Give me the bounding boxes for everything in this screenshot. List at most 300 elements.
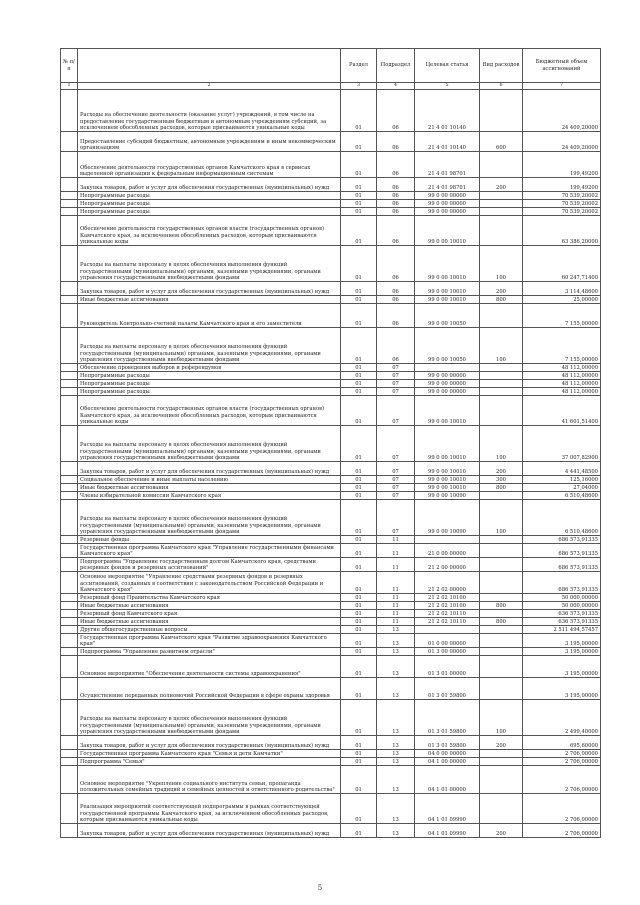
row-podrazdel: 06 (377, 152, 415, 178)
table-row (61, 192, 601, 200)
table-row (61, 648, 601, 656)
table-row (61, 618, 601, 626)
row-expense-type: 800 (480, 602, 523, 610)
row-expense-type (480, 364, 523, 372)
row-target-article: 04 0 00 00000 (415, 750, 480, 758)
row-expense-type (480, 152, 523, 178)
row-razdel: 01 (341, 656, 377, 678)
row-expense-type (480, 536, 523, 544)
row-name: Другие общегосударственные вопросы (78, 626, 341, 634)
row-name: Непрограммные расходы (78, 372, 341, 380)
table-row (61, 296, 601, 304)
row-name: Расходы на выплаты персоналу в целях обеспечения выполнения функций государственными (муниципальными) органами, казенными учреждениями, органами управления государственными внебюджетными фондами (78, 328, 341, 364)
row-number (61, 610, 78, 618)
row-podrazdel: 11 (377, 536, 415, 544)
row-name: Иные бюджетные ассигнования (78, 484, 341, 492)
row-target-article: 99 0 00 10010 (415, 296, 480, 304)
table-row (61, 594, 601, 602)
row-expense-type (480, 626, 523, 634)
table-row (61, 216, 601, 246)
row-target-article: 04 1 01 00000 (415, 766, 480, 794)
row-target-article: 99 0 00 10010 (415, 476, 480, 484)
row-number (61, 364, 78, 372)
row-name: Обеспечение деятельности государственных органов Камчатского края в сервисах выделенной организации к федеральным информационным системам (78, 152, 341, 178)
row-expense-type (480, 558, 523, 572)
row-podrazdel: 11 (377, 572, 415, 594)
row-target-article: 21 0 00 00000 (415, 544, 480, 558)
row-sum: 63 386,20000 (523, 216, 601, 246)
row-sum: 48 112,00000 (523, 372, 601, 380)
header-sum: Бюджетный объем ассигнований (523, 49, 601, 83)
row-sum: 48 112,00000 (523, 388, 601, 396)
row-sum: 2 706,00000 (523, 766, 601, 794)
row-sum: 48 112,00000 (523, 380, 601, 388)
row-number (61, 536, 78, 544)
table-row (61, 750, 601, 758)
table-row (61, 372, 601, 380)
column-index: 5 (415, 83, 480, 90)
row-name: Обеспечение деятельности государственных органов власти (государственных органов) Камчатского края, за исключением обособленных расходов, которым присваиваются уникальные коды (78, 396, 341, 426)
row-target-article: 01 3 00 00000 (415, 648, 480, 656)
row-sum: 3 195,00000 (523, 648, 601, 656)
column-index: 4 (377, 83, 415, 90)
row-expense-type (480, 572, 523, 594)
row-podrazdel: 11 (377, 594, 415, 602)
row-name: Государственная программа Камчатского края "Развитие здравоохранения Камчатского края" (78, 634, 341, 648)
row-number (61, 824, 78, 838)
row-target-article: 99 0 00 00000 (415, 372, 480, 380)
row-razdel: 01 (341, 132, 377, 152)
row-podrazdel: 13 (377, 794, 415, 824)
row-target-article: 99 0 00 00000 (415, 192, 480, 200)
row-number (61, 152, 78, 178)
row-razdel: 01 (341, 618, 377, 626)
row-target-article: 99 0 00 10010 (415, 282, 480, 296)
row-razdel: 01 (341, 216, 377, 246)
row-podrazdel: 06 (377, 192, 415, 200)
row-name: Обеспечение проведения выборов и референдумов (78, 364, 341, 372)
row-sum: 636 573,91335 (523, 610, 601, 618)
row-sum: 3 195,00000 (523, 634, 601, 648)
row-target-article: 21 4 01 98701 (415, 178, 480, 192)
table-row (61, 396, 601, 426)
row-sum: 2 511 494,57457 (523, 626, 601, 634)
table-row (61, 634, 601, 648)
row-razdel: 01 (341, 610, 377, 618)
row-target-article: 21 2 02 10110 (415, 618, 480, 626)
row-sum: 686 573,91335 (523, 558, 601, 572)
row-expense-type (480, 648, 523, 656)
row-name: Непрограммные расходы (78, 200, 341, 208)
row-number (61, 648, 78, 656)
row-razdel: 01 (341, 296, 377, 304)
row-sum: 50 000,00000 (523, 594, 601, 602)
row-name: Закупка товаров, работ и услуг для обеспечения государственных (муниципальных) нужд (78, 736, 341, 750)
row-name: Подпрограмма "Семья" (78, 758, 341, 766)
row-target-article: 99 0 00 10010 (415, 246, 480, 282)
row-name: Расходы на выплаты персоналу в целях обеспечения выполнения функций государственными (муниципальными) органами, казенными учреждениями, органами управления государственными внебюджетными фондами (78, 246, 341, 282)
row-number (61, 544, 78, 558)
row-podrazdel: 06 (377, 208, 415, 216)
row-target-article: 01 3 01 00000 (415, 656, 480, 678)
row-number (61, 380, 78, 388)
row-number (61, 594, 78, 602)
row-podrazdel: 13 (377, 648, 415, 656)
row-podrazdel: 07 (377, 364, 415, 372)
row-target-article: 21 2 02 10100 (415, 602, 480, 610)
row-name: Реализация мероприятий соответствующей подпрограммы в рамках соответствующей государственной программы Камчатского края, за исключением обособленных расходов, которым присваиваются уникальные коды (78, 794, 341, 824)
row-expense-type (480, 794, 523, 824)
row-number (61, 192, 78, 200)
row-sum: 70 539,20002 (523, 192, 601, 200)
table-row (61, 462, 601, 476)
row-target-article: 04 1 01 09990 (415, 824, 480, 838)
row-sum: 24 409,20000 (523, 90, 601, 132)
row-sum: 24 409,20000 (523, 132, 601, 152)
row-razdel: 01 (341, 700, 377, 736)
row-sum: 2 706,00000 (523, 758, 601, 766)
row-podrazdel: 06 (377, 90, 415, 132)
row-name: Закупка товаров, работ и услуг для обеспечения государственных (муниципальных) нужд (78, 282, 341, 296)
row-expense-type (480, 372, 523, 380)
row-sum: 50 000,00000 (523, 602, 601, 610)
row-target-article (415, 536, 480, 544)
row-target-article: 01 3 01 59800 (415, 678, 480, 700)
row-razdel: 01 (341, 824, 377, 838)
row-razdel: 01 (341, 192, 377, 200)
row-target-article: 99 0 00 10010 (415, 216, 480, 246)
row-sum: 41 601,51400 (523, 396, 601, 426)
row-expense-type: 300 (480, 476, 523, 484)
row-expense-type (480, 388, 523, 396)
row-razdel: 01 (341, 304, 377, 328)
row-razdel: 01 (341, 736, 377, 750)
row-razdel: 01 (341, 380, 377, 388)
row-number (61, 208, 78, 216)
row-podrazdel: 13 (377, 758, 415, 766)
table-row (61, 544, 601, 558)
row-razdel: 01 (341, 758, 377, 766)
row-podrazdel: 11 (377, 544, 415, 558)
row-name: Предоставление субсидий бюджетным, автономным учреждениям и иным некоммерческим организациям (78, 132, 341, 152)
row-razdel: 01 (341, 634, 377, 648)
row-sum: 695,60000 (523, 736, 601, 750)
column-index: 2 (78, 83, 341, 90)
row-razdel: 01 (341, 372, 377, 380)
row-sum: 70 539,20002 (523, 208, 601, 216)
row-podrazdel: 07 (377, 500, 415, 536)
row-target-article: 21 4 01 10140 (415, 132, 480, 152)
row-expense-type: 200 (480, 462, 523, 476)
row-target-article: 21 4 01 10140 (415, 90, 480, 132)
table-row (61, 610, 601, 618)
row-target-article: 99 0 00 00000 (415, 380, 480, 388)
row-target-article: 99 0 00 10050 (415, 304, 480, 328)
row-number (61, 90, 78, 132)
row-target-article: 21 2 02 00000 (415, 572, 480, 594)
row-name: Непрограммные расходы (78, 208, 341, 216)
row-expense-type (480, 192, 523, 200)
row-number (61, 500, 78, 536)
row-name: Закупка товаров, работ и услуг для обеспечения государственных (муниципальных) нужд (78, 824, 341, 838)
row-razdel: 01 (341, 558, 377, 572)
row-razdel: 01 (341, 200, 377, 208)
table-row (61, 824, 601, 838)
table-row (61, 536, 601, 544)
row-expense-type (480, 396, 523, 426)
row-sum: 27,04000 (523, 484, 601, 492)
row-number (61, 426, 78, 462)
row-name: Резервный фонд Правительства Камчатского края (78, 594, 341, 602)
row-sum: 37 007,82900 (523, 426, 601, 462)
row-razdel: 01 (341, 572, 377, 594)
row-podrazdel: 11 (377, 602, 415, 610)
row-target-article: 21 2 02 10100 (415, 594, 480, 602)
table-row (61, 656, 601, 678)
row-target-article: 04 1 00 00000 (415, 758, 480, 766)
table-row (61, 572, 601, 594)
page-number: 5 (317, 884, 323, 892)
row-number (61, 282, 78, 296)
row-target-article: 01 3 01 59800 (415, 700, 480, 736)
row-name: Члены избирательной комиссии Камчатского края (78, 492, 341, 500)
row-name: Резервные фонды (78, 536, 341, 544)
row-name: Иные бюджетные ассигнования (78, 602, 341, 610)
table-row (61, 492, 601, 500)
row-expense-type (480, 380, 523, 388)
row-podrazdel: 11 (377, 558, 415, 572)
row-razdel: 01 (341, 396, 377, 426)
row-number (61, 766, 78, 794)
row-target-article: 21 2 02 10110 (415, 610, 480, 618)
row-number (61, 388, 78, 396)
table-row (61, 766, 601, 794)
row-name: Подпрограмма "Управление государственным долгом Камчатского края, средствами резервных фондов и резервных ассигнований" (78, 558, 341, 572)
row-number (61, 558, 78, 572)
row-razdel: 01 (341, 208, 377, 216)
row-target-article: 99 0 00 10090 (415, 500, 480, 536)
row-expense-type: 800 (480, 618, 523, 626)
table-row (61, 132, 601, 152)
table-row (61, 364, 601, 372)
row-name: Расходы на обеспечение деятельности (оказание услуг) учреждений, в том числе на предоставление государственным бюджетным и автономным учреждениям субсидий, за исключением обособленных расходов, которые присваиваются уникальные коды (78, 90, 341, 132)
row-razdel: 01 (341, 626, 377, 634)
row-target-article (415, 626, 480, 634)
row-name: Резервный фонд Камчатского края (78, 610, 341, 618)
row-target-article: 21 2 00 00000 (415, 558, 480, 572)
row-name: Расходы на выплаты персоналу в целях обеспечения выполнения функций государственными (муниципальными) органами, казенными учреждениями, органами управления государственными внебюджетными фондами (78, 426, 341, 462)
row-expense-type: 100 (480, 328, 523, 364)
row-number (61, 736, 78, 750)
row-number (61, 626, 78, 634)
header-podrazdel: Подраздел (377, 49, 415, 83)
row-name: Социальное обеспечение и иные выплаты населению (78, 476, 341, 484)
column-index: 7 (523, 83, 601, 90)
row-razdel: 01 (341, 476, 377, 484)
table-row (61, 152, 601, 178)
row-expense-type: 800 (480, 296, 523, 304)
row-expense-type (480, 90, 523, 132)
header-num: № п/п (61, 49, 78, 83)
row-number (61, 216, 78, 246)
table-row (61, 626, 601, 634)
row-sum: 4 441,48500 (523, 462, 601, 476)
row-razdel: 01 (341, 388, 377, 396)
row-target-article: 99 0 00 10010 (415, 462, 480, 476)
row-razdel: 01 (341, 462, 377, 476)
row-podrazdel: 06 (377, 304, 415, 328)
row-razdel: 01 (341, 500, 377, 536)
row-expense-type (480, 304, 523, 328)
table-row (61, 794, 601, 824)
row-target-article: 01 0 00 00000 (415, 634, 480, 648)
row-sum: 70 539,20002 (523, 200, 601, 208)
row-sum: 7 155,00000 (523, 328, 601, 364)
row-sum: 3 195,00000 (523, 656, 601, 678)
row-expense-type: 200 (480, 282, 523, 296)
row-target-article: 99 0 00 10010 (415, 484, 480, 492)
row-expense-type (480, 216, 523, 246)
row-sum: 3 195,00000 (523, 678, 601, 700)
column-index-row (61, 83, 601, 90)
column-index: 1 (61, 83, 78, 90)
header-name (78, 49, 341, 83)
row-number (61, 750, 78, 758)
row-podrazdel: 13 (377, 824, 415, 838)
column-index: 6 (480, 83, 523, 90)
row-sum: 686 573,91335 (523, 572, 601, 594)
row-target-article: 99 0 00 00000 (415, 208, 480, 216)
table-row (61, 426, 601, 462)
row-number (61, 572, 78, 594)
row-podrazdel: 07 (377, 426, 415, 462)
row-razdel: 01 (341, 648, 377, 656)
row-number (61, 246, 78, 282)
header-row (61, 49, 601, 83)
row-name: Иные бюджетные ассигнования (78, 618, 341, 626)
row-name: Обеспечение деятельности государственных органов власти (государственных органов) Камчатского края, за исключением обособленных расходов, которым присваиваются уникальные коды (78, 216, 341, 246)
table-row (61, 304, 601, 328)
row-number (61, 678, 78, 700)
row-sum: 2 706,00000 (523, 824, 601, 838)
row-sum: 199,49200 (523, 178, 601, 192)
row-expense-type (480, 544, 523, 558)
table-row (61, 178, 601, 192)
row-razdel: 01 (341, 536, 377, 544)
table-row (61, 208, 601, 216)
row-number (61, 178, 78, 192)
row-podrazdel: 06 (377, 296, 415, 304)
row-name: Основное мероприятие "Обеспечение деятельности системы здравоохранения" (78, 656, 341, 678)
row-sum: 7 155,00000 (523, 304, 601, 328)
row-number (61, 396, 78, 426)
row-number (61, 296, 78, 304)
table-row (61, 380, 601, 388)
row-expense-type (480, 200, 523, 208)
row-name: Осуществление переданных полномочий Российской Федерации в сфере охраны здоровья (78, 678, 341, 700)
row-number (61, 200, 78, 208)
row-razdel: 01 (341, 328, 377, 364)
row-target-article: 99 0 00 10010 (415, 396, 480, 426)
row-podrazdel: 07 (377, 372, 415, 380)
table-row (61, 500, 601, 536)
table-row (61, 476, 601, 484)
table-row (61, 736, 601, 750)
row-sum: 48 112,00000 (523, 364, 601, 372)
row-number (61, 304, 78, 328)
row-expense-type: 200 (480, 736, 523, 750)
row-number (61, 602, 78, 610)
header-razdel: Раздел (341, 49, 377, 83)
row-name: Расходы на выплаты персоналу в целях обеспечения выполнения функций государственными (муниципальными) органами, казенными учреждениями, органами управления государственными внебюджетными фондами (78, 500, 341, 536)
row-number (61, 618, 78, 626)
row-razdel: 01 (341, 484, 377, 492)
row-target-article: 01 3 01 59800 (415, 736, 480, 750)
row-podrazdel: 13 (377, 700, 415, 736)
table-row (61, 282, 601, 296)
row-podrazdel: 07 (377, 476, 415, 484)
header-expense-type: Вид расходов (480, 49, 523, 83)
row-number (61, 656, 78, 678)
row-name: Непрограммные расходы (78, 388, 341, 396)
table-row (61, 558, 601, 572)
row-razdel: 01 (341, 594, 377, 602)
row-sum: 25,00000 (523, 296, 601, 304)
row-name: Государственная программа Камчатского края "Управление государственными финансами Камчатского края" (78, 544, 341, 558)
row-podrazdel: 06 (377, 328, 415, 364)
row-podrazdel: 13 (377, 766, 415, 794)
row-name: Непрограммные расходы (78, 380, 341, 388)
table-row (61, 602, 601, 610)
table-row (61, 678, 601, 700)
row-sum: 2 499,40000 (523, 700, 601, 736)
row-number (61, 132, 78, 152)
row-podrazdel: 07 (377, 462, 415, 476)
row-podrazdel: 06 (377, 132, 415, 152)
table-row (61, 758, 601, 766)
row-sum: 6 510,48600 (523, 492, 601, 500)
row-expense-type: 600 (480, 132, 523, 152)
row-razdel: 01 (341, 178, 377, 192)
row-podrazdel: 07 (377, 380, 415, 388)
row-number (61, 794, 78, 824)
row-razdel: 01 (341, 794, 377, 824)
row-expense-type (480, 678, 523, 700)
row-razdel: 01 (341, 90, 377, 132)
row-sum: 686 573,91335 (523, 544, 601, 558)
row-name: Государственная программа Камчатского края "Семья и дети Камчатки" (78, 750, 341, 758)
row-name: Закупка товаров, работ и услуг для обеспечения государственных (муниципальных) нужд (78, 462, 341, 476)
row-expense-type (480, 208, 523, 216)
row-podrazdel: 13 (377, 750, 415, 758)
row-expense-type: 200 (480, 824, 523, 838)
row-podrazdel: 07 (377, 396, 415, 426)
row-expense-type: 100 (480, 700, 523, 736)
row-podrazdel: 11 (377, 618, 415, 626)
row-razdel: 01 (341, 766, 377, 794)
row-razdel: 01 (341, 426, 377, 462)
row-name: Руководитель Контрольно-счетной палаты Камчатского края и его заместители (78, 304, 341, 328)
row-target-article: 21 4 01 98701 (415, 152, 480, 178)
table-row (61, 90, 601, 132)
row-sum: 125,16000 (523, 476, 601, 484)
row-sum: 686 573,91335 (523, 536, 601, 544)
row-target-article: 04 1 01 09990 (415, 794, 480, 824)
row-name: Расходы на выплаты персоналу в целях обеспечения выполнения функций государственными (муниципальными) органами, казенными учреждениями, органами управления государственными внебюджетными фондами (78, 700, 341, 736)
row-sum: 2 706,00000 (523, 750, 601, 758)
row-target-article: 99 0 00 10090 (415, 492, 480, 500)
row-target-article: 99 0 00 00000 (415, 200, 480, 208)
